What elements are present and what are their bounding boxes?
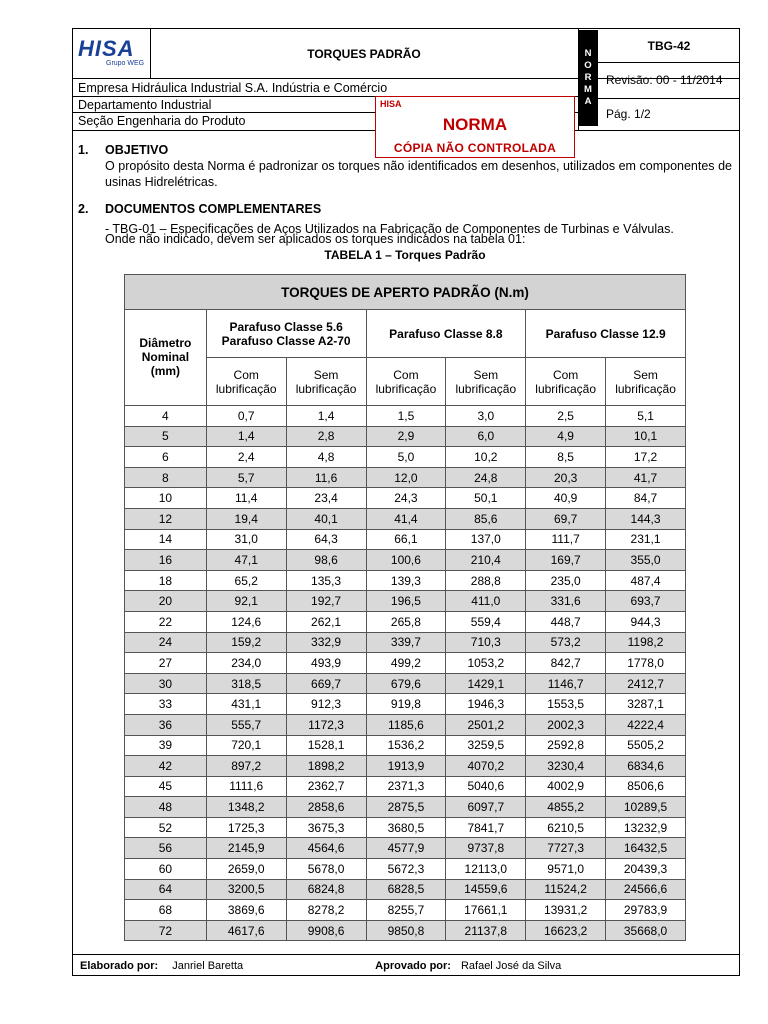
- stamp-subtitle: CÓPIA NÃO CONTROLADA: [393, 141, 557, 155]
- table-row: [125, 797, 686, 818]
- torque-value-cell: 5678,0: [286, 859, 366, 880]
- torque-value-cell: 24,3: [366, 488, 446, 509]
- norma-vertical-band: [578, 30, 598, 126]
- without-lubrication-header: [446, 358, 526, 406]
- torque-value-cell: 720,1: [206, 735, 286, 756]
- torque-value-cell: 234,0: [206, 653, 286, 674]
- approved-by-label: Aprovado por:: [375, 959, 451, 972]
- sub-header-line: lubrificação: [375, 381, 437, 396]
- torque-value-cell: 4070,2: [446, 756, 526, 777]
- torque-value-cell: 1146,7: [526, 673, 606, 694]
- torque-value-cell: 1111,6: [206, 776, 286, 797]
- torque-value-cell: 318,5: [206, 673, 286, 694]
- torque-value-cell: 139,3: [366, 570, 446, 591]
- torque-value-cell: 1528,1: [286, 735, 366, 756]
- torque-value-cell: 124,6: [206, 611, 286, 632]
- torque-value-cell: 1429,1: [446, 673, 526, 694]
- torque-value-cell: 4,8: [286, 447, 366, 468]
- diameter-cell: 8: [125, 467, 207, 488]
- table-row: [125, 735, 686, 756]
- diameter-cell: 36: [125, 714, 207, 735]
- torque-value-cell: 192,7: [286, 591, 366, 612]
- torque-value-cell: 1172,3: [286, 714, 366, 735]
- diameter-header-line: Nominal: [141, 350, 190, 364]
- torque-value-cell: 169,7: [526, 550, 606, 571]
- torque-value-cell: 3200,5: [206, 879, 286, 900]
- torque-value-cell: 11524,2: [526, 879, 606, 900]
- torque-value-cell: 17661,1: [446, 900, 526, 921]
- torque-value-cell: 3869,6: [206, 900, 286, 921]
- torque-value-cell: 499,2: [366, 653, 446, 674]
- document-footer: [72, 954, 740, 976]
- diameter-cell: 45: [125, 776, 207, 797]
- class-12-9-header: [526, 310, 686, 358]
- torque-value-cell: 559,4: [446, 611, 526, 632]
- table-row: [125, 653, 686, 674]
- class-header-line: Parafuso Classe 8.8: [389, 326, 503, 341]
- torque-value-cell: 3675,3: [286, 817, 366, 838]
- torque-value-cell: 10,2: [446, 447, 526, 468]
- torque-value-cell: 2875,5: [366, 797, 446, 818]
- table-row: [125, 694, 686, 715]
- stamp-company: HISA: [380, 99, 402, 109]
- torque-value-cell: 2659,0: [206, 859, 286, 880]
- sub-header-line: lubrificação: [535, 381, 596, 396]
- without-lubrication-header: [606, 358, 686, 406]
- sub-header-line: lubrificação: [215, 381, 277, 396]
- torque-value-cell: 24,8: [446, 467, 526, 488]
- torque-value-cell: 3680,5: [366, 817, 446, 838]
- torque-value-cell: 693,7: [606, 591, 686, 612]
- torque-value-cell: 4617,6: [206, 920, 286, 941]
- diameter-cell: 52: [125, 817, 207, 838]
- section-name: Seção Engenharia do Produto: [78, 114, 246, 128]
- table-row: [125, 920, 686, 941]
- diameter-cell: 33: [125, 694, 207, 715]
- torque-value-cell: 11,6: [286, 467, 366, 488]
- table-row: [125, 900, 686, 921]
- objective-paragraph: O propósito desta Norma é padronizar os torques não identificados em desenhos, utilizados em componentes de usinas Hidrelétricas.: [105, 159, 732, 189]
- torque-value-cell: 65,2: [206, 570, 286, 591]
- torque-value-cell: 2592,8: [526, 735, 606, 756]
- with-lubrication-header: [206, 358, 286, 406]
- torque-value-cell: 7841,7: [446, 817, 526, 838]
- sub-header-line: Sem: [313, 367, 339, 382]
- torque-value-cell: 331,6: [526, 591, 606, 612]
- uncontrolled-copy-stamp: [375, 96, 575, 158]
- section-number: 2.: [78, 202, 89, 216]
- torque-value-cell: 40,1: [286, 508, 366, 529]
- with-lubrication-header: [366, 358, 446, 406]
- torque-value-cell: 6210,5: [526, 817, 606, 838]
- section-title-documentos: DOCUMENTOS COMPLEMENTARES: [105, 202, 322, 216]
- diameter-cell: 4: [125, 406, 207, 427]
- approved-by-name: Rafael José da Silva: [460, 959, 562, 972]
- diameter-cell: 12: [125, 508, 207, 529]
- section-number: 1.: [78, 143, 89, 157]
- torque-value-cell: 231,1: [606, 529, 686, 550]
- torque-value-cell: 4222,4: [606, 714, 686, 735]
- torque-value-cell: 9737,8: [446, 838, 526, 859]
- torque-value-cell: 6834,6: [606, 756, 686, 777]
- torque-value-cell: 6,0: [446, 426, 526, 447]
- torque-value-cell: 9850,8: [366, 920, 446, 941]
- torque-value-cell: 24566,6: [606, 879, 686, 900]
- sub-header-line: Sem: [633, 367, 658, 382]
- without-lubrication-header: [286, 358, 366, 406]
- class-header-line: Parafuso Classe A2-70: [221, 333, 351, 348]
- logo-text: HISA: [78, 36, 135, 61]
- torque-value-cell: 235,0: [526, 570, 606, 591]
- diameter-cell: 10: [125, 488, 207, 509]
- table-row: [125, 406, 686, 427]
- class-8-8-header: [366, 310, 526, 358]
- sub-header-line: Com: [552, 367, 579, 382]
- with-lubrication-header: [526, 358, 606, 406]
- torque-value-cell: 16432,5: [606, 838, 686, 859]
- torque-value-cell: 8255,7: [366, 900, 446, 921]
- torque-value-cell: 20,3: [526, 467, 606, 488]
- table-caption: TABELA 1 – Torques Padrão: [324, 248, 486, 262]
- torque-value-cell: 5505,2: [606, 735, 686, 756]
- section-title-objetivo: OBJETIVO: [105, 143, 169, 157]
- torque-value-cell: 3259,5: [446, 735, 526, 756]
- revision-info: Revisão: 00 - 11/2014: [606, 73, 723, 87]
- table-row: [125, 426, 686, 447]
- table-row: [125, 776, 686, 797]
- torque-value-cell: 66,1: [366, 529, 446, 550]
- table-intro-note: Onde não indicado, devem ser aplicados os torques indicados na tabela 01:: [105, 232, 526, 246]
- torque-value-cell: 23,4: [286, 488, 366, 509]
- torque-value-cell: 5,0: [366, 447, 446, 468]
- torque-value-cell: 5040,6: [446, 776, 526, 797]
- torque-value-cell: 1725,3: [206, 817, 286, 838]
- torque-value-cell: 6824,8: [286, 879, 366, 900]
- torque-value-cell: 64,3: [286, 529, 366, 550]
- diameter-cell: 6: [125, 447, 207, 468]
- torque-value-cell: 12,0: [366, 467, 446, 488]
- torque-value-cell: 84,7: [606, 488, 686, 509]
- table-row: [125, 611, 686, 632]
- sub-header-line: Sem: [473, 367, 499, 382]
- torque-value-cell: 2002,3: [526, 714, 606, 735]
- torque-value-cell: 19,4: [206, 508, 286, 529]
- torque-value-cell: 912,3: [286, 694, 366, 715]
- table-row: [125, 570, 686, 591]
- torque-value-cell: 4564,6: [286, 838, 366, 859]
- company-logo: [78, 38, 148, 70]
- torque-value-cell: 98,6: [286, 550, 366, 571]
- torque-value-cell: 47,1: [206, 550, 286, 571]
- torque-value-cell: 210,4: [446, 550, 526, 571]
- torque-value-cell: 41,7: [606, 467, 686, 488]
- diameter-cell: 64: [125, 879, 207, 900]
- torque-value-cell: 16623,2: [526, 920, 606, 941]
- diameter-cell: 48: [125, 797, 207, 818]
- torque-value-cell: 842,7: [526, 653, 606, 674]
- torque-value-cell: 3287,1: [606, 694, 686, 715]
- torque-value-cell: 4002,9: [526, 776, 606, 797]
- torque-value-cell: 10289,5: [606, 797, 686, 818]
- torque-value-cell: 1913,9: [366, 756, 446, 777]
- torque-value-cell: 262,1: [286, 611, 366, 632]
- torque-value-cell: 1348,2: [206, 797, 286, 818]
- torque-value-cell: 144,3: [606, 508, 686, 529]
- table-row: [125, 859, 686, 880]
- sub-header-line: lubrificação: [455, 381, 517, 396]
- page-number: Pág. 1/2: [606, 107, 651, 121]
- document-title: TORQUES PADRÃO: [307, 47, 421, 61]
- class-header-line: Parafuso Classe 5.6: [229, 319, 343, 334]
- document-code: TBG-42: [647, 39, 691, 53]
- torque-value-cell: 487,4: [606, 570, 686, 591]
- torque-value-cell: 2145,9: [206, 838, 286, 859]
- torque-value-cell: 2,5: [526, 406, 606, 427]
- diameter-header-line: (mm): [150, 364, 181, 378]
- torque-value-cell: 20439,3: [606, 859, 686, 880]
- torque-value-cell: 1185,6: [366, 714, 446, 735]
- torque-value-cell: 573,2: [526, 632, 606, 653]
- stamp-title: NORMA: [442, 115, 508, 134]
- torque-value-cell: 1778,0: [606, 653, 686, 674]
- torque-value-cell: 6097,7: [446, 797, 526, 818]
- diameter-cell: 60: [125, 859, 207, 880]
- torque-value-cell: 710,3: [446, 632, 526, 653]
- company-name: Empresa Hidráulica Industrial S.A. Indústria e Comércio: [78, 81, 388, 95]
- torque-value-cell: 13931,2: [526, 900, 606, 921]
- torque-value-cell: 69,7: [526, 508, 606, 529]
- torque-value-cell: 355,0: [606, 550, 686, 571]
- torque-value-cell: 1898,2: [286, 756, 366, 777]
- torque-value-cell: 111,7: [526, 529, 606, 550]
- diameter-cell: 5: [125, 426, 207, 447]
- logo-subtext: Grupo WEG: [106, 60, 145, 67]
- diameter-header-line: Diâmetro: [139, 336, 192, 350]
- class-header-line: Parafuso Classe 12.9: [545, 326, 666, 341]
- torque-value-cell: 339,7: [366, 632, 446, 653]
- torque-value-cell: 431,1: [206, 694, 286, 715]
- torque-value-cell: 919,8: [366, 694, 446, 715]
- torque-value-cell: 9571,0: [526, 859, 606, 880]
- diameter-cell: 20: [125, 591, 207, 612]
- table-row: [125, 508, 686, 529]
- torque-value-cell: 10,1: [606, 426, 686, 447]
- torque-value-cell: 448,7: [526, 611, 606, 632]
- torque-value-cell: 50,1: [446, 488, 526, 509]
- torque-value-cell: 12113,0: [446, 859, 526, 880]
- torque-value-cell: 100,6: [366, 550, 446, 571]
- department-name: Departamento Industrial: [78, 98, 212, 112]
- torque-value-cell: 4,9: [526, 426, 606, 447]
- torque-value-cell: 41,4: [366, 508, 446, 529]
- diameter-cell: 22: [125, 611, 207, 632]
- torque-value-cell: 1553,5: [526, 694, 606, 715]
- norma-letter: A: [584, 96, 592, 107]
- diameter-cell: 56: [125, 838, 207, 859]
- table-row: [125, 467, 686, 488]
- torque-value-cell: 1,5: [366, 406, 446, 427]
- torque-value-cell: 13232,9: [606, 817, 686, 838]
- table-row: [125, 447, 686, 468]
- torque-value-cell: 2371,3: [366, 776, 446, 797]
- torque-value-cell: 3230,4: [526, 756, 606, 777]
- norma-letter: N: [584, 48, 592, 59]
- table-row: [125, 756, 686, 777]
- norma-letter: M: [584, 84, 592, 95]
- norma-letter: O: [584, 60, 592, 71]
- table-main-header: TORQUES DE APERTO PADRÃO (N.m): [125, 275, 686, 310]
- diameter-cell: 68: [125, 900, 207, 921]
- sub-header-line: Com: [393, 367, 419, 382]
- torque-value-cell: 8,5: [526, 447, 606, 468]
- diameter-cell: 30: [125, 673, 207, 694]
- torque-value-cell: 2,9: [366, 426, 446, 447]
- table-row: [125, 550, 686, 571]
- torque-value-cell: 897,2: [206, 756, 286, 777]
- torque-value-cell: 1,4: [206, 426, 286, 447]
- diameter-cell: 24: [125, 632, 207, 653]
- torque-value-cell: 1053,2: [446, 653, 526, 674]
- torque-value-cell: 21137,8: [446, 920, 526, 941]
- torque-value-cell: 2,4: [206, 447, 286, 468]
- torque-value-cell: 493,9: [286, 653, 366, 674]
- sub-header-line: lubrificação: [295, 381, 357, 396]
- diameter-cell: 39: [125, 735, 207, 756]
- torque-value-cell: 1536,2: [366, 735, 446, 756]
- diameter-cell: 18: [125, 570, 207, 591]
- torque-value-cell: 5,1: [606, 406, 686, 427]
- torque-value-cell: 85,6: [446, 508, 526, 529]
- torque-value-cell: 4855,2: [526, 797, 606, 818]
- torque-value-cell: 2501,2: [446, 714, 526, 735]
- torque-table-body: [125, 406, 686, 941]
- reference-item: - TBG-01 – Especificações de Aços Utilizados na Fabricação de Componentes de Turbinas e Válvulas.: [105, 222, 674, 236]
- torque-value-cell: 8278,2: [286, 900, 366, 921]
- table-row: [125, 591, 686, 612]
- table-row: [125, 488, 686, 509]
- torque-value-cell: 29783,9: [606, 900, 686, 921]
- torque-value-cell: 6828,5: [366, 879, 446, 900]
- table-row: [125, 673, 686, 694]
- torque-value-cell: 669,7: [286, 673, 366, 694]
- diameter-cell: 14: [125, 529, 207, 550]
- sub-header-line: Com: [233, 367, 259, 382]
- torque-table: [124, 274, 686, 941]
- class-5-6-header: [206, 310, 366, 358]
- torque-value-cell: 1946,3: [446, 694, 526, 715]
- torque-value-cell: 2362,7: [286, 776, 366, 797]
- table-row: [125, 529, 686, 550]
- torque-value-cell: 265,8: [366, 611, 446, 632]
- diameter-cell: 72: [125, 920, 207, 941]
- table-row: [125, 838, 686, 859]
- diameter-cell: 16: [125, 550, 207, 571]
- torque-value-cell: 1,4: [286, 406, 366, 427]
- torque-value-cell: 2,8: [286, 426, 366, 447]
- diameter-header: [125, 310, 207, 406]
- torque-value-cell: 2858,6: [286, 797, 366, 818]
- table-row: [125, 879, 686, 900]
- torque-value-cell: 196,5: [366, 591, 446, 612]
- torque-value-cell: 9908,6: [286, 920, 366, 941]
- torque-value-cell: 332,9: [286, 632, 366, 653]
- torque-value-cell: 31,0: [206, 529, 286, 550]
- torque-value-cell: 5,7: [206, 467, 286, 488]
- torque-value-cell: 3,0: [446, 406, 526, 427]
- table-row: [125, 632, 686, 653]
- torque-value-cell: 8506,6: [606, 776, 686, 797]
- torque-value-cell: 2412,7: [606, 673, 686, 694]
- diameter-cell: 42: [125, 756, 207, 777]
- torque-value-cell: 679,6: [366, 673, 446, 694]
- torque-value-cell: 159,2: [206, 632, 286, 653]
- prepared-by-label: Elaborado por:: [80, 959, 159, 972]
- sub-header-line: lubrificação: [615, 381, 676, 396]
- torque-value-cell: 1198,2: [606, 632, 686, 653]
- table-row: [125, 817, 686, 838]
- torque-value-cell: 14559,6: [446, 879, 526, 900]
- torque-value-cell: 5672,3: [366, 859, 446, 880]
- torque-value-cell: 288,8: [446, 570, 526, 591]
- torque-value-cell: 17,2: [606, 447, 686, 468]
- torque-value-cell: 7727,3: [526, 838, 606, 859]
- diameter-cell: 27: [125, 653, 207, 674]
- torque-value-cell: 944,3: [606, 611, 686, 632]
- torque-value-cell: 35668,0: [606, 920, 686, 941]
- torque-value-cell: 92,1: [206, 591, 286, 612]
- torque-value-cell: 4577,9: [366, 838, 446, 859]
- torque-value-cell: 11,4: [206, 488, 286, 509]
- torque-value-cell: 135,3: [286, 570, 366, 591]
- torque-value-cell: 411,0: [446, 591, 526, 612]
- prepared-by-name: Janriel Baretta: [172, 959, 244, 972]
- torque-value-cell: 40,9: [526, 488, 606, 509]
- norma-letter: R: [584, 72, 592, 83]
- torque-value-cell: 137,0: [446, 529, 526, 550]
- torque-value-cell: 555,7: [206, 714, 286, 735]
- torque-value-cell: 0,7: [206, 406, 286, 427]
- table-row: [125, 714, 686, 735]
